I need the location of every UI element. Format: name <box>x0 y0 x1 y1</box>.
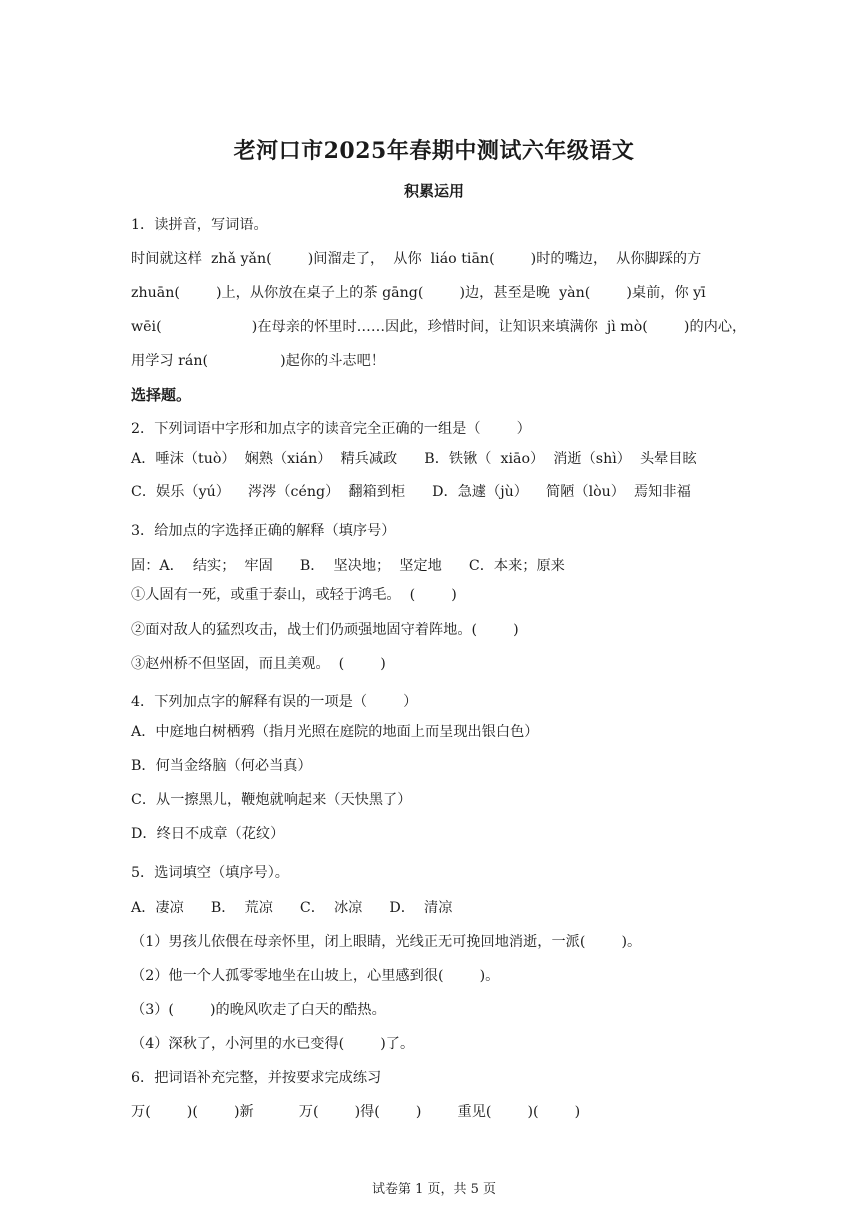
q1-heading: 1．读拼音，写词语。 <box>131 217 268 233</box>
q1-line-1: 时间就这样 zhǎ yǎn( )间溜走了， 从你 liáo tiān( )时的嘴边， 从你脚踩的方 <box>131 251 702 267</box>
choice-section-heading: 选择题。 <box>131 386 192 404</box>
q4-heading: 4．下列加点字的解释有误的一项是（ ） <box>131 694 418 710</box>
q3-heading: 3．给加点的字选择正确的解释（填序号） <box>131 523 396 539</box>
q4-option-b: B．何当金络脑（何必当真） <box>131 758 312 774</box>
q1-line-4: 用学习 rán( )起你的斗志吧！ <box>131 353 385 369</box>
q2-options-cd: C．娱乐（yú） 涔涔（céng） 翻箱到柜 D．急遽（jù） 简陋（lòu） 焉知非福 <box>131 484 691 500</box>
q6-line-1: 万( )( )新 万( )得( ) 重见( )( ) <box>131 1104 581 1120</box>
q5-sentence-1: （1）男孩儿依偎在母亲怀里，闭上眼睛，光线正无可挽回地消逝，一派( )。 <box>131 934 642 950</box>
q3-definitions: 固：A． 结实； 牢固 B． 坚决地； 坚定地 C．本来；原来 <box>131 558 565 574</box>
page-footer: 试卷第 1 页，共 5 页 <box>371 1182 497 1197</box>
q5-heading: 5．选词填空（填序号）。 <box>131 865 289 881</box>
q3-sentence-1: ①人固有一死，或重于泰山，或轻于鸿毛。 ( ) <box>131 587 457 603</box>
q3-sentence-2: ②面对敌人的猛烈攻击，战士们仍顽强地固守着阵地。( ) <box>131 622 519 638</box>
q4-option-c: C．从一擦黑儿，鞭炮就响起来（天快黑了） <box>131 792 412 808</box>
q1-line-3: wēi( )在母亲的怀里时……因此，珍惜时间，让知识来填满你 jì mò( )的内心， <box>131 319 747 335</box>
q5-options: A．凄凉 B． 荒凉 C． 冰凉 D． 清凉 <box>131 900 453 916</box>
q4-option-d: D．终日不成章（花纹） <box>131 826 285 842</box>
q5-sentence-3: （3）( )的晚风吹走了白天的酷热。 <box>131 1002 386 1018</box>
q5-sentence-4: （4）深秋了，小河里的水已变得( )了。 <box>131 1036 415 1052</box>
q2-options-ab: A．唾沫（tuò） 娴熟（xián） 精兵减政 B．铁锹（ xiāo） 消逝（shì） 头晕目眩 <box>131 451 697 467</box>
q6-heading: 6．把词语补充完整，并按要求完成练习 <box>131 1070 382 1086</box>
q1-line-2: zhuān( )上，从你放在桌子上的茶 gāng( )边，甚至是晚 yàn( )桌前，你 yī <box>131 285 706 301</box>
q3-sentence-3: ③赵州桥不但坚固，而且美观。 ( ) <box>131 656 386 672</box>
q4-option-a: A．中庭地白树栖鸦（指月光照在庭院的地面上而呈现出银白色） <box>131 724 539 740</box>
page-title: 老河口市2025年春期中测试六年级语文 <box>233 138 635 164</box>
section-heading: 积累运用 <box>403 182 464 200</box>
q5-sentence-2: （2）他一个人孤零零地坐在山坡上，心里感到很( )。 <box>131 968 500 984</box>
q2-heading: 2．下列词语中字形和加点字的读音完全正确的一组是（ ） <box>131 421 531 437</box>
